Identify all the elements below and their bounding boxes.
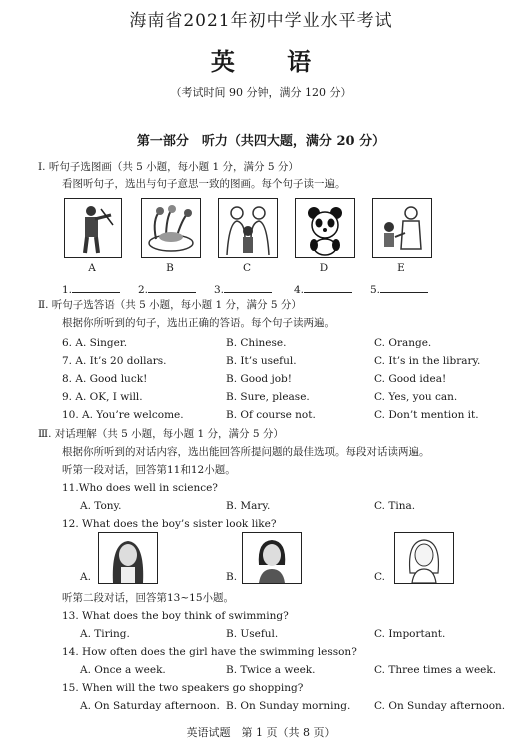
long-hair-girl-icon: [99, 533, 157, 583]
section2-instruction: 根据你所听到的句子，选出正确的答语。每个句子读两遍。: [62, 317, 335, 329]
picture-a: [64, 198, 122, 258]
exam-info: （考试时间 90 分钟，满分 120 分）: [170, 86, 352, 99]
q13-option-a[interactable]: A. Tiring.: [80, 628, 130, 640]
q14-option-b[interactable]: B. Twice a week.: [226, 664, 316, 676]
picture-b: [141, 198, 201, 258]
q12-option-a[interactable]: A.: [80, 571, 91, 583]
violin-player-icon: [65, 199, 121, 257]
q7-option-a[interactable]: 7. A. It’s 20 dollars.: [62, 355, 167, 367]
q9-option-a[interactable]: 9. A. OK, I will.: [62, 391, 143, 403]
q7-option-c[interactable]: C. It’s in the library.: [374, 355, 481, 367]
dialog1-heading: 听第一段对话，回答第11和12小题。: [62, 464, 236, 476]
q8-option-c[interactable]: C. Good idea!: [374, 373, 447, 385]
exam-title: 海南省2021年初中学业水平考试: [129, 11, 393, 31]
picture-label-b: B: [166, 262, 174, 274]
doctor-child-icon: [373, 199, 431, 257]
q14-option-a[interactable]: A. Once a week.: [80, 664, 166, 676]
dialog2-heading: 听第二段对话，回答第13~15小题。: [62, 592, 235, 604]
short-hair-girl-icon: [243, 533, 301, 583]
q12-option-b[interactable]: B.: [226, 571, 238, 583]
answer-blank-1[interactable]: 1.: [62, 282, 120, 296]
q7-option-b[interactable]: B. It’s useful.: [226, 355, 297, 367]
q14-option-c[interactable]: C. Three times a week.: [374, 664, 497, 676]
q13-option-b[interactable]: B. Useful.: [226, 628, 279, 640]
picture-e: [372, 198, 432, 258]
section2-title: Ⅱ. 听句子选答语（共 5 小题，每小题 1 分，满分 5 分）: [38, 299, 302, 311]
q12-option-c[interactable]: C.: [374, 571, 385, 583]
q12-picture-a: [98, 532, 158, 584]
q8-option-a[interactable]: 8. A. Good luck!: [62, 373, 148, 385]
q14-question: 14. How often does the girl have the swimming lesson?: [62, 646, 357, 658]
panda-icon: [296, 199, 354, 257]
family-icon: [219, 199, 277, 257]
q11-option-a[interactable]: A. Tony.: [80, 500, 122, 512]
section1-instruction: 看图听句子，选出与句子意思一致的图画。每个句子读一遍。: [62, 178, 346, 190]
q10-option-c[interactable]: C. Don’t mention it.: [374, 409, 479, 421]
picture-label-d: D: [319, 262, 329, 274]
subject-title: 英 语: [210, 47, 334, 76]
q15-option-a[interactable]: A. On Saturday afternoon.: [80, 700, 220, 712]
q6-option-c[interactable]: C. Orange.: [374, 337, 432, 349]
q10-option-b[interactable]: B. Of course not.: [226, 409, 316, 421]
q11-option-b[interactable]: B. Mary.: [226, 500, 271, 512]
q13-option-c[interactable]: C. Important.: [374, 628, 446, 640]
picture-label-e: E: [397, 262, 405, 274]
q12-picture-b: [242, 532, 302, 584]
q12-picture-c: [394, 532, 454, 584]
q15-option-b[interactable]: B. On Sunday morning.: [226, 700, 351, 712]
q15-option-c[interactable]: C. On Sunday afternoon.: [374, 700, 506, 712]
vegetables-icon: [142, 199, 200, 257]
picture-d: [295, 198, 355, 258]
q11-option-c[interactable]: C. Tina.: [374, 500, 416, 512]
q6-option-b[interactable]: B. Chinese.: [226, 337, 287, 349]
q9-option-c[interactable]: C. Yes, you can.: [374, 391, 458, 403]
picture-label-c: C: [242, 262, 252, 274]
answer-blank-5[interactable]: 5.: [370, 282, 428, 296]
section1-title: Ⅰ. 听句子选图画（共 5 小题，每小题 1 分，满分 5 分）: [38, 161, 299, 173]
answer-blank-4[interactable]: 4.: [294, 282, 352, 296]
q6-option-a[interactable]: 6. A. Singer.: [62, 337, 128, 349]
blonde-girl-icon: [395, 533, 453, 583]
q11-question: 11.Who does well in science?: [62, 482, 218, 494]
section3-title: Ⅲ. 对话理解（共 5 小题，每小题 1 分，满分 5 分）: [38, 428, 284, 440]
picture-c: [218, 198, 278, 258]
picture-label-a: A: [88, 262, 96, 274]
section3-instruction: 根据你所听到的对话内容，选出能回答所提问题的最佳选项。每段对话读两遍。: [62, 446, 430, 458]
q13-question: 13. What does the boy think of swimming?: [62, 610, 289, 622]
q10-option-a[interactable]: 10. A. You’re welcome.: [62, 409, 184, 421]
q9-option-b[interactable]: B. Sure, please.: [226, 391, 310, 403]
page-footer: 英语试题 第 1 页（共 8 页）: [186, 726, 336, 739]
q8-option-b[interactable]: B. Good job!: [226, 373, 292, 385]
q15-question: 15. When will the two speakers go shopping?: [62, 682, 304, 694]
q12-question: 12. What does the boy’s sister look like?: [62, 518, 277, 530]
answer-blank-2[interactable]: 2.: [138, 282, 196, 296]
answer-blank-3[interactable]: 3.: [214, 282, 272, 296]
part1-heading: 第一部分 听力（共四大题，满分 20 分）: [136, 134, 386, 149]
